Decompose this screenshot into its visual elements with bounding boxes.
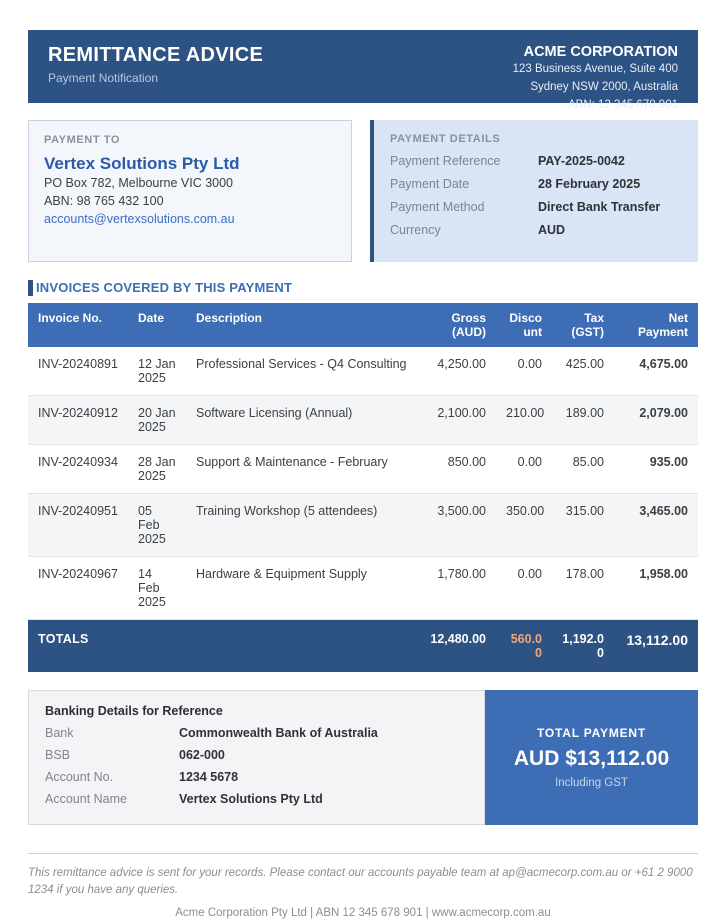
invoice-discount: 210.00 xyxy=(496,396,552,445)
footer-disclaimer: This remittance advice is sent for your records. Please contact our accounts payable team at ap@acmecorp.com.au or +61 2 9000 1234 if you have any queries. xyxy=(28,867,693,896)
payment-detail-row xyxy=(390,223,682,237)
total-payment-amount: AUD $13,112.00 xyxy=(513,747,670,770)
currency-value: AUD xyxy=(538,223,566,237)
invoices-table xyxy=(28,303,698,672)
payment-detail-row xyxy=(390,177,682,191)
total-payment-box xyxy=(485,690,698,825)
footer-company-line: Acme Corporation Pty Ltd | ABN 12 345 678 901 | www.acmecorp.com.au xyxy=(175,907,551,919)
invoice-description: Professional Services - Q4 Consulting xyxy=(186,347,418,396)
invoice-discount: 0.00 xyxy=(496,445,552,494)
invoice-gross: 1,780.00 xyxy=(418,557,496,620)
banking-row xyxy=(45,792,468,806)
invoice-discount: 0.00 xyxy=(496,347,552,396)
totals-label: TOTALS xyxy=(28,620,418,673)
banking-row xyxy=(45,748,468,762)
invoice-discount: 0.00 xyxy=(496,557,552,620)
invoice-net: 2,079.00 xyxy=(614,396,698,445)
invoice-tax: 85.00 xyxy=(552,445,614,494)
bank-label: Bank xyxy=(45,726,74,740)
col-tax: Tax (GST) xyxy=(552,303,614,347)
footer xyxy=(28,853,698,919)
invoice-row xyxy=(28,445,698,494)
banking-section xyxy=(28,690,698,825)
invoice-description: Hardware & Equipment Supply xyxy=(186,557,418,620)
invoice-gross: 850.00 xyxy=(418,445,496,494)
invoice-date: 12 Jan 2025 xyxy=(128,347,186,396)
detail-label: Payment Reference xyxy=(390,154,501,168)
invoice-net: 1,958.00 xyxy=(614,557,698,620)
invoice-number-link[interactable]: INV-20240912 xyxy=(28,396,128,445)
total-payment-note: Including GST xyxy=(555,777,628,789)
totals-tax: 1,192.00 xyxy=(552,620,614,673)
invoice-row xyxy=(28,347,698,396)
payment-details-label: PAYMENT DETAILS xyxy=(390,133,501,145)
payee-email-link[interactable]: accounts@vertexsolutions.com.au xyxy=(44,212,235,227)
header-bar xyxy=(28,30,698,111)
col-description: Description xyxy=(186,303,418,347)
payee-name: Vertex Solutions Pty Ltd xyxy=(44,154,240,173)
invoice-tax: 425.00 xyxy=(552,347,614,396)
invoice-description: Support & Maintenance - February xyxy=(186,445,418,494)
payment-reference-value: PAY-2025-0042 xyxy=(538,154,625,168)
invoice-tax: 315.00 xyxy=(552,494,614,557)
invoice-row xyxy=(28,396,698,445)
invoice-row xyxy=(28,557,698,620)
totals-net: 13,112.00 xyxy=(614,620,698,673)
header-left xyxy=(48,44,263,85)
invoice-description: Training Workshop (5 attendees) xyxy=(186,494,418,557)
invoice-date: 28 Jan 2025 xyxy=(128,445,186,494)
payment-date-value: 28 February 2025 xyxy=(538,177,641,191)
payment-to-box xyxy=(28,120,352,262)
invoice-net: 3,465.00 xyxy=(614,494,698,557)
account-no-label: Account No. xyxy=(45,770,114,784)
payment-to-label: PAYMENT TO xyxy=(44,134,121,146)
col-gross: Gross (AUD) xyxy=(418,303,496,347)
invoice-number-link[interactable]: INV-20240891 xyxy=(28,347,128,396)
invoice-number-link[interactable]: INV-20240951 xyxy=(28,494,128,557)
invoice-date: 14 Feb 2025 xyxy=(128,557,186,620)
document-title: REMITTANCE ADVICE xyxy=(48,44,264,66)
col-invoice-no: Invoice No. xyxy=(28,303,128,347)
detail-label: Payment Date xyxy=(390,177,470,191)
account-no-value: 1234 5678 xyxy=(179,770,239,784)
document-subtitle: Payment Notification xyxy=(48,71,159,85)
detail-label: Currency xyxy=(390,223,441,237)
invoice-date: 20 Jan 2025 xyxy=(128,396,186,445)
bsb-label: BSB xyxy=(45,748,71,762)
bsb-value: 062-000 xyxy=(179,748,225,762)
banking-row xyxy=(45,770,468,784)
account-name-label: Account Name xyxy=(45,792,127,806)
payment-boxes-row xyxy=(28,120,698,262)
invoice-row xyxy=(28,494,698,557)
payment-detail-row xyxy=(390,154,682,168)
invoice-tax: 178.00 xyxy=(552,557,614,620)
invoice-gross: 2,100.00 xyxy=(418,396,496,445)
table-header-row xyxy=(28,303,698,347)
invoice-gross: 4,250.00 xyxy=(418,347,496,396)
invoice-description: Software Licensing (Annual) xyxy=(186,396,418,445)
col-discount: Discount xyxy=(496,303,552,347)
invoice-net: 4,675.00 xyxy=(614,347,698,396)
banking-row xyxy=(45,726,468,740)
invoice-net: 935.00 xyxy=(614,445,698,494)
header-company-block xyxy=(513,44,678,114)
payment-details-box xyxy=(370,120,698,262)
invoice-date: 05 Feb 2025 xyxy=(128,494,186,557)
invoice-tax: 189.00 xyxy=(552,396,614,445)
totals-gross: 12,480.00 xyxy=(418,620,496,673)
col-date: Date xyxy=(128,303,186,347)
invoice-discount: 350.00 xyxy=(496,494,552,557)
banking-details-title: Banking Details for Reference xyxy=(45,704,223,718)
total-payment-label: TOTAL PAYMENT xyxy=(536,726,647,740)
account-name-value: Vertex Solutions Pty Ltd xyxy=(179,792,323,806)
totals-discount: 560.00 xyxy=(496,620,552,673)
payee-address: PO Box 782, Melbourne VIC 3000 xyxy=(44,176,234,190)
invoice-gross: 3,500.00 xyxy=(418,494,496,557)
banking-details-box xyxy=(28,690,485,825)
company-address-line1: 123 Business Avenue, Suite 400 xyxy=(512,63,678,75)
payment-method-value: Direct Bank Transfer xyxy=(538,200,661,214)
company-address-line2: Sydney NSW 2000, Australia xyxy=(530,80,678,93)
invoices-section-title: INVOICES COVERED BY THIS PAYMENT xyxy=(28,280,698,296)
bank-name-value: Commonwealth Bank of Australia xyxy=(179,726,378,740)
detail-label: Payment Method xyxy=(390,200,485,214)
totals-row xyxy=(28,620,698,673)
invoice-number-link[interactable]: INV-20240934 xyxy=(28,445,128,494)
invoice-number-link[interactable]: INV-20240967 xyxy=(28,557,128,620)
col-net-payment: Net Payment xyxy=(614,303,698,347)
company-abn: ABN: 12 345 678 901 xyxy=(568,98,678,111)
payment-detail-row xyxy=(390,200,682,214)
payee-abn: ABN: 98 765 432 100 xyxy=(44,194,164,209)
company-name: ACME CORPORATION xyxy=(523,44,678,60)
